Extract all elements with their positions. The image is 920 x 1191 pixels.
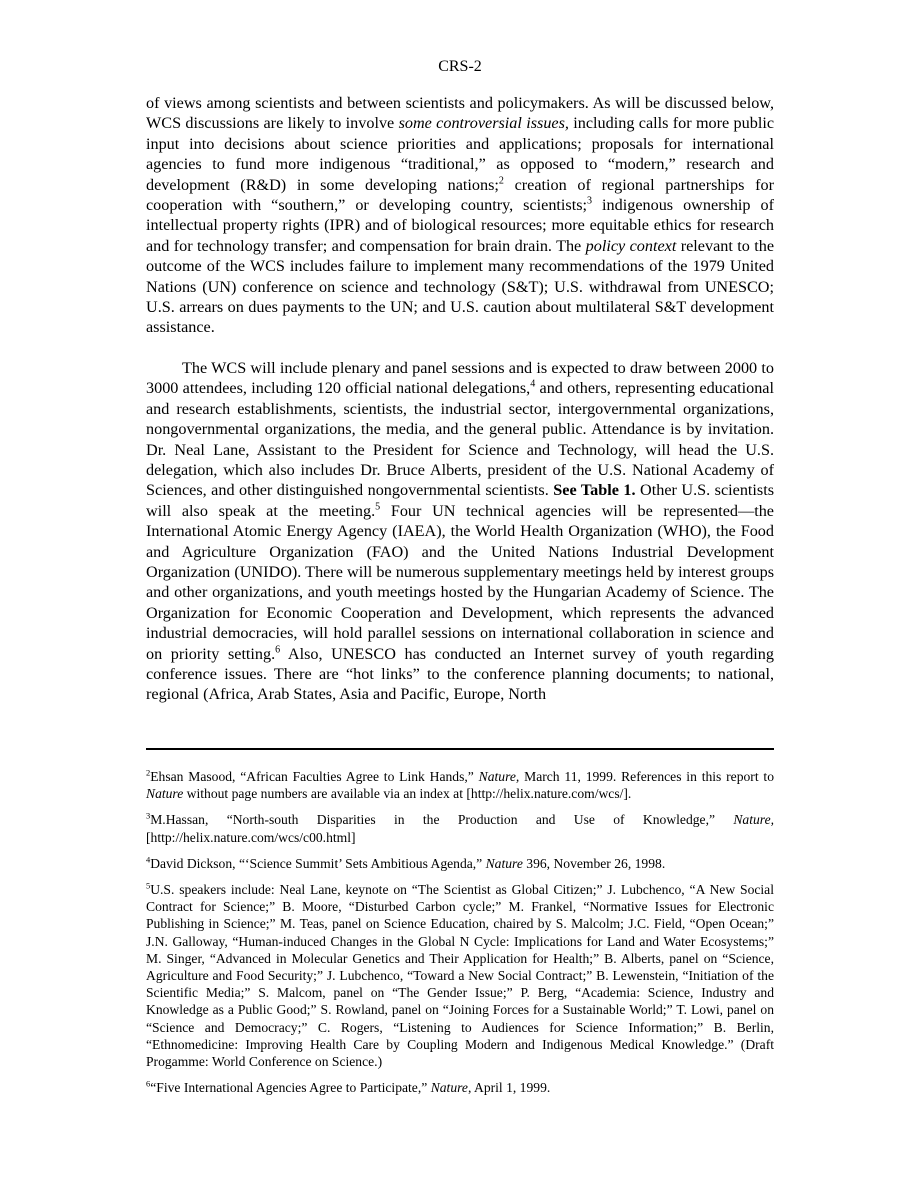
body-paragraph-1 <box>146 93 774 338</box>
text-run: indigenous ownership of intellectual property rights (IPR) and of biological resources; more equitable ethics for research and for technology transfer; and compensation for brain drain. The <box>146 196 774 255</box>
text-run: , April 1, 1999. <box>467 1080 551 1096</box>
footnote-number: 4 <box>146 854 151 865</box>
italic-text: policy context <box>585 236 677 255</box>
italic-text: some controversial issues, <box>398 114 569 133</box>
footnote-number: 6 <box>146 1078 151 1089</box>
footnote-ref-4: 4 <box>530 378 536 390</box>
text-run: Also, UNESCO has conducted an Internet survey of youth regarding conference issues. There are “hot links” to the conference planning documents; to national, regional (Africa, Arab States, Asia and Pacific, Europe, North <box>146 644 774 704</box>
text-run: The WCS will include plenary and panel sessions and is expected to draw between 2000 to 3000 attendees, including 120 official national delegations, <box>146 358 774 398</box>
text-run: 396, November 26, 1998. <box>522 855 666 871</box>
italic-text: Nature <box>146 786 184 802</box>
text-run: including calls for more public input into decisions about science priorities and applications; proposals for international agencies to fund more indigenous “traditional,” as opposed to “modern,” research and development (R&D) in some developing nations; <box>146 114 774 194</box>
text-run: “Five International Agencies Agree to Participate,” <box>150 1080 431 1096</box>
footnote-ref-5: 5 <box>375 501 381 513</box>
footnote-divider <box>146 748 774 750</box>
footnote-number: 2 <box>146 767 151 778</box>
footnote-2 <box>146 768 774 802</box>
text-run: Four UN technical agencies will be represented—the International Atomic Energy Agency (IAEA), the World Health Organization (WHO), the Food and Agriculture Organization (FAO) and the United Nations Industrial Development Organization (UNIDO). There will be numerous supplementary meetings held by interest groups and other organizations, and youth meetings hosted by the Hungarian Academy of Science. The Organization for Economic Cooperation and Development, which represents the advanced industrial democracies, will hold parallel sessions on international collaboration in science and on priority setting. <box>146 501 774 663</box>
body-text <box>146 93 774 705</box>
footnote-ref-3: 3 <box>587 195 593 207</box>
text-run: without page numbers are available via an index at [http://helix.nature.com/wcs/]. <box>183 786 632 802</box>
text-run: relevant to the outcome of the WCS includes failure to implement many recommendations of the 1979 United Nations (UN) conference on science and technology (S&T); U.S. withdrawal from UNESCO; U.S. arrears on dues payments to the UN; and U.S. caution about multilateral S&T development assistance. <box>146 236 775 337</box>
footnotes <box>146 768 774 1105</box>
footnote-number: 3 <box>146 810 151 821</box>
text-run: March 11, 1999. References in this report to <box>519 769 774 784</box>
footnote-3 <box>146 811 774 845</box>
footnote-6 <box>146 1079 774 1096</box>
text-run: of views among scientists and between scientists and policymakers. As will be discussed below, WCS discussions are likely to involve <box>146 94 774 133</box>
italic-text: Nature, <box>478 769 520 784</box>
italic-text: Nature <box>485 855 523 871</box>
footnote-5 <box>146 881 774 1070</box>
page-header: CRS-2 <box>438 58 482 75</box>
body-paragraph-2 <box>146 358 774 705</box>
text-run: creation of regional partnerships for cooperation with “southern,” or developing country, scientists; <box>146 175 774 215</box>
italic-text: Nature, <box>733 812 774 828</box>
text-run: [http://helix.nature.com/wcs/c00.html] <box>146 829 356 845</box>
text-run: and others, representing educational and research establishments, scientists, the industrial sector, intergovernmental organizations, nongovernmental organizations, the media, and the general public. Attendance is by invitation. Dr. Neal Lane, Assistant to the President for Science and Technology, will head the U.S. delegation, which also includes Dr. Bruce Alberts, president of the U.S. National Academy of Sciences, and other distinguished nongovernmental scientists. <box>146 379 774 500</box>
text-run: David Dickson, “‘Science Summit’ Sets Ambitious Agenda,” <box>150 855 486 871</box>
table-reference: See Table 1. <box>553 481 636 500</box>
text-run: U.S. speakers include: Neal Lane, keynote on “The Scientist as Global Citizen;” J. Lubchenco, “A New Social Contract for Science;” B. Moore, “Disturbed Carbon cycle;” M. Frankel, “Normative Issues for Electronic Publishing in Science;” M. Teas, panel on Science Education, chaired by S. Malcolm; J.C. Field, “Open Ocean;” J.N. Galloway, “Human-induced Changes in the Global N Cycle: Implications for Land and Water Ecosystems;” M. Singer, “Advanced in Molecular Genetics and Their Application for Health;” B. Alberts, panel on “Science, Agriculture and Food Security;” J. Lubchenco, “Toward a New Social Contract;” B. Lewenstein, “Initiation of the Scientific Media;” S. Malcom, panel on “The Gender Issue;” P. Berg, “Academia: Science, Industry and Knowledge as a Public Good;” S. Rowland, panel on “Joining Forces for a Sustainable World;” T. Lowi, panel on “Science and Democracy;” C. Rogers, “Listening to Audiences for Science Information;” B. Berlin, “Ethnomedicine: Improving Health Care by Coupling Modern and Indigenous Medical Knowledge.” (Draft Progamme: World Conference on Science.) <box>146 882 774 1070</box>
italic-text: Nature <box>430 1080 468 1096</box>
text-run: Ehsan Masood, “African Faculties Agree to Link Hands,” <box>150 769 479 784</box>
text-run: Other U.S. scientists will also speak at the meeting. <box>146 481 775 520</box>
footnote-ref-2: 2 <box>498 175 504 187</box>
footnote-4 <box>146 855 774 872</box>
footnote-ref-6: 6 <box>275 644 281 656</box>
text-run: M.Hassan, “North-south Disparities in the Production and Use of Knowledge,” <box>150 812 734 828</box>
footnote-number: 5 <box>146 880 151 891</box>
